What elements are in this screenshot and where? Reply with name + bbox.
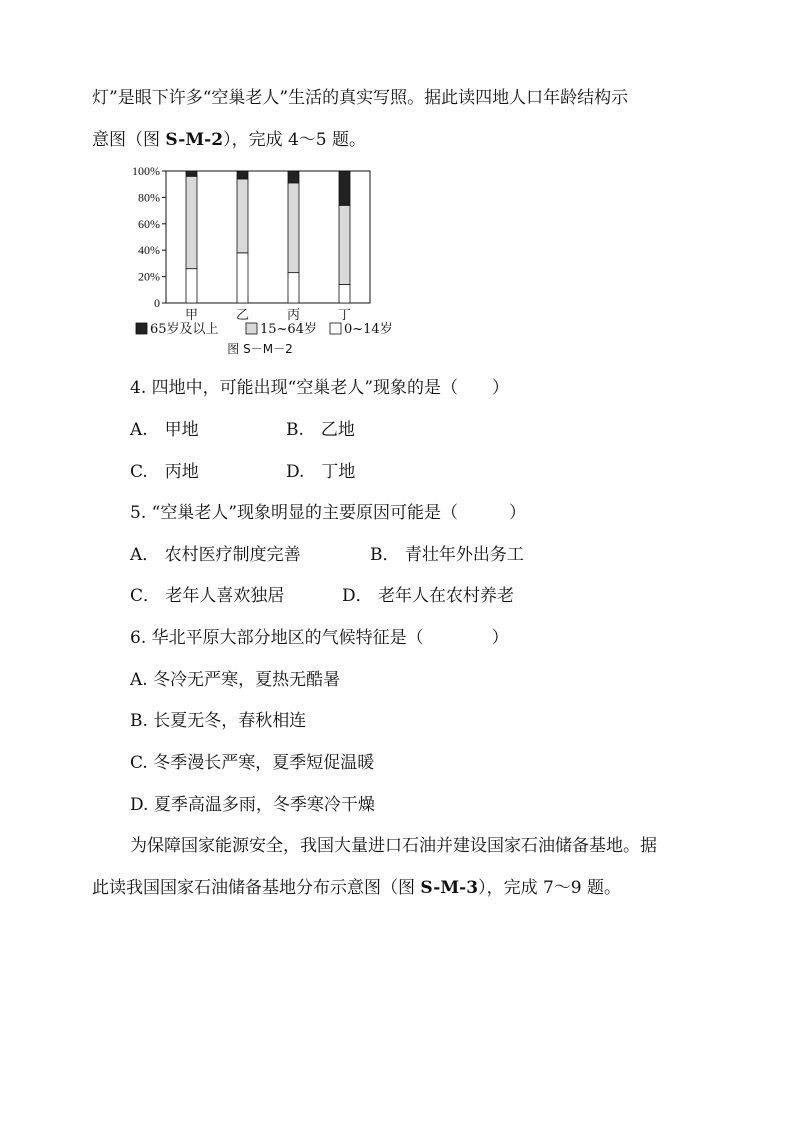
- y-tick-label: 0: [154, 296, 160, 310]
- bar-甲-series-0: [186, 269, 197, 303]
- q5-stem: 5. “空巢老人”现象明显的主要原因可能是（ ）: [130, 503, 527, 523]
- figure-ref-s-m-3: S-M-3: [420, 878, 479, 898]
- q6-option-b[interactable]: B. 长夏无冬，春秋相连: [130, 711, 307, 731]
- q4-stem: 4. 四地中，可能出现“空巢老人”现象的是（ ）: [130, 378, 510, 398]
- intro-line-1: 灯”是眼下许多“空巢老人”生活的真实写照。据此读四地人口年龄结构示: [92, 88, 629, 108]
- bar-丙-series-0: [288, 273, 299, 303]
- para-line-1: 为保障国家能源安全，我国大量进口石油并建设国家石油储备基地。据: [130, 836, 657, 856]
- intro-line-2-pre: 意图（图: [92, 130, 166, 150]
- legend-label-2: 0~14岁: [344, 322, 393, 337]
- q4-option-d[interactable]: D. 丁地: [286, 462, 356, 482]
- q5-options-row-2: [130, 586, 730, 606]
- q5-options-row-1: [130, 545, 730, 565]
- bar-甲-series-1: [186, 176, 197, 268]
- q5-option-a[interactable]: A． 农村医疗制度完善: [130, 545, 301, 565]
- q5-option-b[interactable]: B． 青壮年外出务工: [370, 545, 524, 565]
- x-category-label: 丁: [337, 308, 352, 323]
- legend-label-1: 15~64岁: [260, 322, 317, 337]
- y-tick-label: 60%: [138, 216, 160, 231]
- bar-乙-series-0: [237, 253, 248, 303]
- figure-ref-s-m-2: S-M-2: [165, 130, 224, 150]
- intro-line-2: [92, 130, 366, 150]
- q4-options-row-2: [130, 462, 730, 482]
- population-age-structure-chart: [120, 160, 410, 365]
- bar-乙-series-1: [237, 179, 248, 253]
- bar-丁-series-0: [339, 285, 350, 303]
- x-category-label: 甲: [184, 308, 199, 323]
- chart-svg: [120, 160, 410, 365]
- chart-caption: 图 S－M－2: [227, 342, 293, 356]
- q6-option-a[interactable]: A. 冬冷无严寒，夏热无酷暑: [130, 670, 341, 690]
- bar-丙-series-1: [288, 183, 299, 273]
- y-tick-label: 100%: [132, 164, 160, 178]
- y-tick-label: 80%: [138, 190, 160, 205]
- bar-丁-series-2: [339, 171, 350, 205]
- y-tick-label: 40%: [138, 243, 160, 258]
- x-category-label: 丙: [286, 308, 301, 323]
- q4-option-a[interactable]: A. 甲地: [130, 420, 199, 440]
- intro-line-2-post: ），完成 4～5 题。: [223, 130, 367, 150]
- y-tick-label: 20%: [138, 269, 160, 284]
- q6-stem: 6. 华北平原大部分地区的气候特征是（ ）: [130, 628, 509, 648]
- bar-丙-series-2: [288, 171, 299, 183]
- q4-option-c[interactable]: C. 丙地: [130, 462, 199, 482]
- q4-options-row-1: [130, 420, 730, 440]
- q6-option-d[interactable]: D. 夏季高温多雨，冬季寒冷干燥: [130, 795, 375, 815]
- para-line-2-post: ），完成 7～9 题。: [478, 878, 622, 898]
- legend-label-0: 65岁及以上: [150, 322, 219, 337]
- para-line-2-pre: 此读我国国家石油储备基地分布示意图（图: [92, 878, 421, 898]
- bar-甲-series-2: [186, 171, 197, 176]
- legend-swatch-2: [330, 323, 341, 334]
- q5-option-d[interactable]: D． 老年人在农村养老: [342, 586, 515, 606]
- q6-option-c[interactable]: C. 冬季漫长严寒，夏季短促温暖: [130, 753, 375, 773]
- q4-option-b[interactable]: B. 乙地: [286, 420, 355, 440]
- q5-option-c[interactable]: C． 老年人喜欢独居: [130, 586, 285, 606]
- x-category-label: 乙: [235, 308, 250, 323]
- bar-丁-series-1: [339, 205, 350, 284]
- legend-swatch-0: [136, 323, 147, 334]
- bar-乙-series-2: [237, 171, 248, 179]
- para-line-2: [92, 878, 621, 898]
- legend-swatch-1: [246, 323, 257, 334]
